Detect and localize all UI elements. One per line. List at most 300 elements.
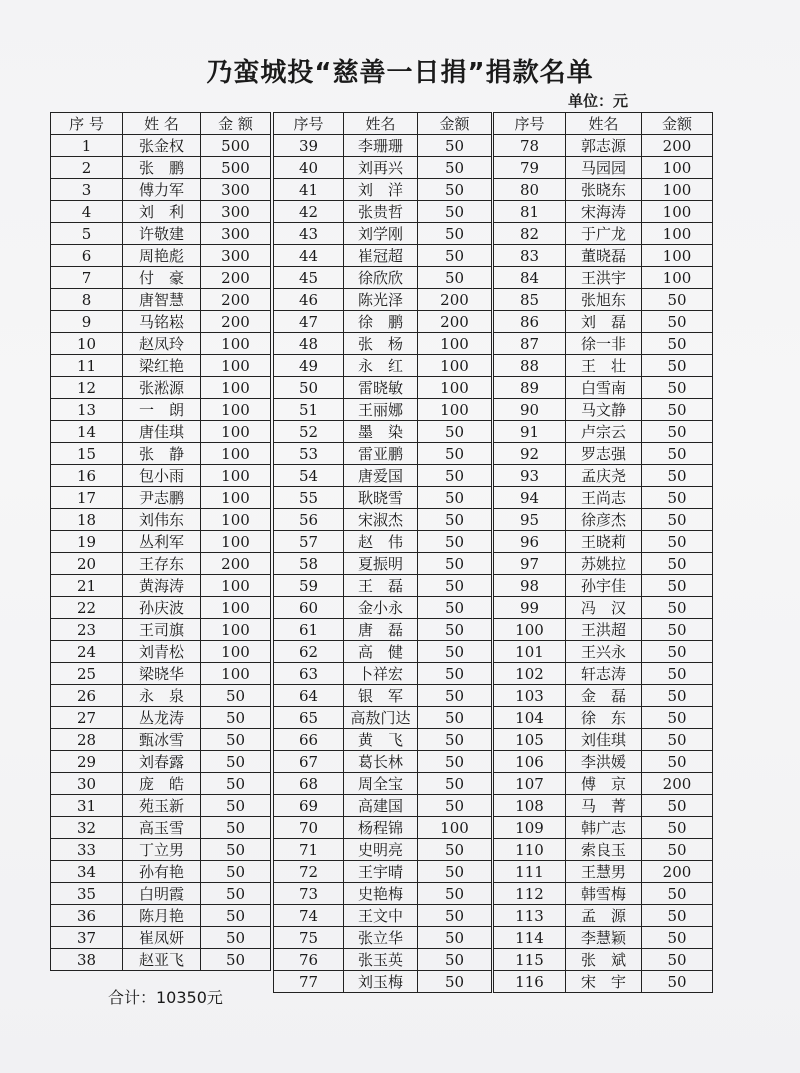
cell-amount: 100 bbox=[201, 333, 271, 355]
cell-index: 31 bbox=[51, 795, 123, 817]
cell-index: 8 bbox=[51, 289, 123, 311]
table-row bbox=[51, 487, 271, 509]
table-row bbox=[51, 619, 271, 641]
cell-name: 史明亮 bbox=[344, 839, 418, 861]
cell-index: 112 bbox=[494, 883, 566, 905]
donation-table-3 bbox=[493, 112, 713, 993]
cell-name: 王司旗 bbox=[123, 619, 201, 641]
cell-index: 110 bbox=[494, 839, 566, 861]
cell-name: 李慧颖 bbox=[566, 927, 642, 949]
table-row bbox=[494, 597, 713, 619]
cell-name: 苑玉新 bbox=[123, 795, 201, 817]
cell-amount: 50 bbox=[418, 575, 492, 597]
cell-amount: 50 bbox=[642, 641, 713, 663]
cell-name: 王兴永 bbox=[566, 641, 642, 663]
donation-table-2 bbox=[273, 112, 492, 993]
cell-amount: 100 bbox=[201, 355, 271, 377]
table-row bbox=[494, 179, 713, 201]
cell-index: 84 bbox=[494, 267, 566, 289]
cell-name: 张金权 bbox=[123, 135, 201, 157]
cell-amount: 50 bbox=[418, 267, 492, 289]
cell-name: 墨 染 bbox=[344, 421, 418, 443]
cell-amount: 50 bbox=[201, 949, 271, 971]
cell-index: 21 bbox=[51, 575, 123, 597]
cell-index: 103 bbox=[494, 685, 566, 707]
table-row bbox=[51, 531, 271, 553]
cell-name: 永 泉 bbox=[123, 685, 201, 707]
table-row bbox=[51, 641, 271, 663]
table-row bbox=[51, 355, 271, 377]
cell-index: 14 bbox=[51, 421, 123, 443]
table-row bbox=[51, 157, 271, 179]
table-row bbox=[51, 509, 271, 531]
cell-amount: 100 bbox=[201, 619, 271, 641]
cell-amount: 50 bbox=[642, 817, 713, 839]
cell-amount: 50 bbox=[642, 751, 713, 773]
cell-amount: 50 bbox=[642, 575, 713, 597]
cell-index: 12 bbox=[51, 377, 123, 399]
cell-index: 108 bbox=[494, 795, 566, 817]
cell-amount: 50 bbox=[418, 465, 492, 487]
cell-index: 58 bbox=[274, 553, 344, 575]
cell-amount: 50 bbox=[201, 883, 271, 905]
table-row bbox=[274, 817, 492, 839]
table-row bbox=[51, 245, 271, 267]
cell-name: 唐智慧 bbox=[123, 289, 201, 311]
table-row bbox=[494, 421, 713, 443]
cell-amount: 50 bbox=[642, 949, 713, 971]
cell-name: 张淞源 bbox=[123, 377, 201, 399]
cell-name: 崔冠超 bbox=[344, 245, 418, 267]
cell-amount: 200 bbox=[201, 311, 271, 333]
cell-index: 60 bbox=[274, 597, 344, 619]
cell-name: 宋 宇 bbox=[566, 971, 642, 993]
cell-name: 一 朗 bbox=[123, 399, 201, 421]
cell-index: 74 bbox=[274, 905, 344, 927]
cell-amount: 50 bbox=[201, 817, 271, 839]
table-row bbox=[274, 223, 492, 245]
cell-amount: 100 bbox=[201, 597, 271, 619]
cell-index: 47 bbox=[274, 311, 344, 333]
cell-amount: 50 bbox=[418, 971, 492, 993]
table-row bbox=[494, 509, 713, 531]
cell-name: 许敬建 bbox=[123, 223, 201, 245]
table-row bbox=[494, 795, 713, 817]
cell-amount: 50 bbox=[642, 729, 713, 751]
cell-name: 刘学刚 bbox=[344, 223, 418, 245]
table-row bbox=[274, 751, 492, 773]
cell-name: 傅 京 bbox=[566, 773, 642, 795]
table-row bbox=[274, 949, 492, 971]
cell-amount: 50 bbox=[418, 553, 492, 575]
cell-amount: 50 bbox=[642, 905, 713, 927]
table-row bbox=[494, 443, 713, 465]
cell-amount: 300 bbox=[201, 201, 271, 223]
cell-amount: 100 bbox=[642, 245, 713, 267]
table-block-3 bbox=[493, 112, 713, 993]
table-row bbox=[51, 597, 271, 619]
cell-index: 36 bbox=[51, 905, 123, 927]
cell-name: 韩广志 bbox=[566, 817, 642, 839]
cell-amount: 50 bbox=[201, 707, 271, 729]
cell-amount: 100 bbox=[642, 179, 713, 201]
table-row bbox=[494, 685, 713, 707]
cell-index: 102 bbox=[494, 663, 566, 685]
cell-index: 26 bbox=[51, 685, 123, 707]
cell-name: 黄海涛 bbox=[123, 575, 201, 597]
cell-name: 马园园 bbox=[566, 157, 642, 179]
cell-amount: 500 bbox=[201, 157, 271, 179]
unit-label: 单位：元 bbox=[568, 92, 629, 110]
cell-amount: 50 bbox=[418, 663, 492, 685]
cell-index: 89 bbox=[494, 377, 566, 399]
cell-amount: 200 bbox=[418, 289, 492, 311]
cell-amount: 50 bbox=[642, 707, 713, 729]
cell-amount: 50 bbox=[642, 377, 713, 399]
cell-amount: 300 bbox=[201, 223, 271, 245]
cell-index: 82 bbox=[494, 223, 566, 245]
table-row bbox=[274, 267, 492, 289]
cell-name: 刘 磊 bbox=[566, 311, 642, 333]
cell-name: 杨程锦 bbox=[344, 817, 418, 839]
cell-index: 69 bbox=[274, 795, 344, 817]
table-row bbox=[494, 861, 713, 883]
cell-index: 56 bbox=[274, 509, 344, 531]
cell-amount: 100 bbox=[201, 421, 271, 443]
cell-name: 王文中 bbox=[344, 905, 418, 927]
table-row bbox=[274, 201, 492, 223]
cell-amount: 50 bbox=[418, 795, 492, 817]
cell-amount: 100 bbox=[642, 223, 713, 245]
cell-index: 93 bbox=[494, 465, 566, 487]
cell-index: 83 bbox=[494, 245, 566, 267]
table-row bbox=[51, 333, 271, 355]
cell-name: 周全宝 bbox=[344, 773, 418, 795]
cell-index: 20 bbox=[51, 553, 123, 575]
cell-index: 104 bbox=[494, 707, 566, 729]
table-row bbox=[494, 399, 713, 421]
table-row bbox=[494, 905, 713, 927]
cell-index: 99 bbox=[494, 597, 566, 619]
cell-name: 马 菁 bbox=[566, 795, 642, 817]
cell-amount: 100 bbox=[418, 817, 492, 839]
table-row bbox=[274, 553, 492, 575]
total-amount: 合计：10350元 bbox=[108, 988, 223, 1007]
cell-amount: 200 bbox=[201, 289, 271, 311]
cell-amount: 50 bbox=[642, 839, 713, 861]
cell-name: 刘佳琪 bbox=[566, 729, 642, 751]
cell-amount: 500 bbox=[201, 135, 271, 157]
cell-amount: 50 bbox=[642, 685, 713, 707]
cell-name: 张晓东 bbox=[566, 179, 642, 201]
cell-name: 梁红艳 bbox=[123, 355, 201, 377]
cell-amount: 50 bbox=[418, 487, 492, 509]
cell-amount: 50 bbox=[201, 927, 271, 949]
table-row bbox=[274, 465, 492, 487]
cell-name: 张 静 bbox=[123, 443, 201, 465]
table-row bbox=[494, 729, 713, 751]
cell-name: 丛龙涛 bbox=[123, 707, 201, 729]
cell-name: 夏振明 bbox=[344, 553, 418, 575]
cell-name: 徐欣欣 bbox=[344, 267, 418, 289]
cell-amount: 50 bbox=[642, 553, 713, 575]
cell-amount: 50 bbox=[642, 531, 713, 553]
cell-amount: 50 bbox=[418, 619, 492, 641]
cell-amount: 100 bbox=[642, 267, 713, 289]
cell-name: 刘再兴 bbox=[344, 157, 418, 179]
cell-index: 106 bbox=[494, 751, 566, 773]
cell-name: 高建国 bbox=[344, 795, 418, 817]
cell-name: 马文静 bbox=[566, 399, 642, 421]
cell-index: 6 bbox=[51, 245, 123, 267]
cell-index: 76 bbox=[274, 949, 344, 971]
donation-table-1 bbox=[50, 112, 271, 971]
cell-index: 15 bbox=[51, 443, 123, 465]
cell-amount: 50 bbox=[642, 509, 713, 531]
cell-index: 33 bbox=[51, 839, 123, 861]
cell-name: 刘 洋 bbox=[344, 179, 418, 201]
cell-name: 李珊珊 bbox=[344, 135, 418, 157]
cell-name: 王洪宇 bbox=[566, 267, 642, 289]
cell-amount: 100 bbox=[642, 157, 713, 179]
table-row bbox=[494, 641, 713, 663]
header-amount: 金 额 bbox=[201, 113, 271, 135]
cell-index: 90 bbox=[494, 399, 566, 421]
cell-name: 孙宇佳 bbox=[566, 575, 642, 597]
cell-index: 13 bbox=[51, 399, 123, 421]
cell-index: 51 bbox=[274, 399, 344, 421]
cell-amount: 50 bbox=[642, 355, 713, 377]
cell-index: 9 bbox=[51, 311, 123, 333]
cell-name: 孙庆波 bbox=[123, 597, 201, 619]
cell-name: 付 豪 bbox=[123, 267, 201, 289]
header-index: 序 号 bbox=[51, 113, 123, 135]
cell-name: 王慧男 bbox=[566, 861, 642, 883]
cell-index: 37 bbox=[51, 927, 123, 949]
cell-name: 于广龙 bbox=[566, 223, 642, 245]
cell-name: 宋淑杰 bbox=[344, 509, 418, 531]
table-row bbox=[274, 927, 492, 949]
cell-index: 46 bbox=[274, 289, 344, 311]
cell-index: 7 bbox=[51, 267, 123, 289]
cell-name: 索良玉 bbox=[566, 839, 642, 861]
table-row bbox=[51, 135, 271, 157]
table-row bbox=[274, 597, 492, 619]
cell-name: 张 斌 bbox=[566, 949, 642, 971]
cell-index: 45 bbox=[274, 267, 344, 289]
table-row bbox=[494, 157, 713, 179]
cell-name: 崔凤妍 bbox=[123, 927, 201, 949]
cell-name: 耿晓雪 bbox=[344, 487, 418, 509]
cell-index: 101 bbox=[494, 641, 566, 663]
header-amount: 金额 bbox=[418, 113, 492, 135]
cell-index: 43 bbox=[274, 223, 344, 245]
cell-index: 70 bbox=[274, 817, 344, 839]
table-row bbox=[51, 751, 271, 773]
table-row bbox=[494, 619, 713, 641]
cell-index: 2 bbox=[51, 157, 123, 179]
cell-name: 徐彦杰 bbox=[566, 509, 642, 531]
cell-index: 85 bbox=[494, 289, 566, 311]
table-row bbox=[494, 575, 713, 597]
table-row bbox=[274, 157, 492, 179]
table-row bbox=[51, 553, 271, 575]
cell-index: 109 bbox=[494, 817, 566, 839]
cell-index: 113 bbox=[494, 905, 566, 927]
table-row bbox=[274, 707, 492, 729]
cell-index: 4 bbox=[51, 201, 123, 223]
table-row bbox=[274, 443, 492, 465]
cell-amount: 100 bbox=[418, 333, 492, 355]
table-row bbox=[494, 839, 713, 861]
cell-index: 40 bbox=[274, 157, 344, 179]
cell-amount: 50 bbox=[418, 597, 492, 619]
table-row bbox=[51, 663, 271, 685]
cell-amount: 200 bbox=[642, 135, 713, 157]
table-row bbox=[274, 839, 492, 861]
table-row bbox=[274, 135, 492, 157]
cell-name: 刘春露 bbox=[123, 751, 201, 773]
cell-name: 孟庆尧 bbox=[566, 465, 642, 487]
cell-amount: 50 bbox=[418, 509, 492, 531]
table-row bbox=[274, 333, 492, 355]
cell-amount: 50 bbox=[642, 883, 713, 905]
table-row bbox=[51, 289, 271, 311]
cell-index: 22 bbox=[51, 597, 123, 619]
cell-index: 81 bbox=[494, 201, 566, 223]
cell-amount: 50 bbox=[201, 861, 271, 883]
table-row bbox=[274, 971, 492, 993]
cell-name: 银 军 bbox=[344, 685, 418, 707]
table-row bbox=[274, 575, 492, 597]
cell-index: 95 bbox=[494, 509, 566, 531]
cell-name: 张 鹏 bbox=[123, 157, 201, 179]
table-row bbox=[274, 355, 492, 377]
cell-index: 48 bbox=[274, 333, 344, 355]
table-row bbox=[274, 311, 492, 333]
cell-index: 87 bbox=[494, 333, 566, 355]
cell-name: 高 健 bbox=[344, 641, 418, 663]
cell-index: 29 bbox=[51, 751, 123, 773]
cell-index: 79 bbox=[494, 157, 566, 179]
cell-name: 王存东 bbox=[123, 553, 201, 575]
cell-name: 卜祥宏 bbox=[344, 663, 418, 685]
cell-name: 孟 源 bbox=[566, 905, 642, 927]
table-row bbox=[274, 773, 492, 795]
cell-index: 17 bbox=[51, 487, 123, 509]
cell-index: 80 bbox=[494, 179, 566, 201]
cell-index: 57 bbox=[274, 531, 344, 553]
cell-amount: 50 bbox=[418, 179, 492, 201]
cell-amount: 300 bbox=[201, 245, 271, 267]
cell-amount: 50 bbox=[642, 333, 713, 355]
cell-index: 73 bbox=[274, 883, 344, 905]
cell-index: 116 bbox=[494, 971, 566, 993]
cell-index: 3 bbox=[51, 179, 123, 201]
cell-index: 68 bbox=[274, 773, 344, 795]
table-row bbox=[494, 883, 713, 905]
cell-amount: 50 bbox=[418, 245, 492, 267]
cell-index: 92 bbox=[494, 443, 566, 465]
page-title: 乃蛮城投“慈善一日捐”捐款名单 bbox=[206, 58, 594, 88]
cell-amount: 50 bbox=[418, 707, 492, 729]
cell-index: 18 bbox=[51, 509, 123, 531]
cell-name: 张 杨 bbox=[344, 333, 418, 355]
cell-name: 轩志涛 bbox=[566, 663, 642, 685]
cell-name: 包小雨 bbox=[123, 465, 201, 487]
table-row bbox=[51, 861, 271, 883]
table-row bbox=[51, 399, 271, 421]
cell-index: 61 bbox=[274, 619, 344, 641]
cell-amount: 50 bbox=[642, 443, 713, 465]
cell-index: 54 bbox=[274, 465, 344, 487]
cell-index: 96 bbox=[494, 531, 566, 553]
cell-index: 114 bbox=[494, 927, 566, 949]
cell-index: 59 bbox=[274, 575, 344, 597]
table-row bbox=[494, 377, 713, 399]
cell-index: 67 bbox=[274, 751, 344, 773]
cell-index: 52 bbox=[274, 421, 344, 443]
cell-amount: 50 bbox=[418, 839, 492, 861]
table-row bbox=[51, 927, 271, 949]
table-row bbox=[51, 201, 271, 223]
table-row bbox=[494, 927, 713, 949]
table-row bbox=[494, 971, 713, 993]
cell-index: 19 bbox=[51, 531, 123, 553]
cell-index: 97 bbox=[494, 553, 566, 575]
cell-amount: 50 bbox=[418, 949, 492, 971]
table-row bbox=[274, 289, 492, 311]
table-row bbox=[274, 377, 492, 399]
cell-amount: 200 bbox=[201, 553, 271, 575]
cell-amount: 100 bbox=[201, 377, 271, 399]
cell-amount: 50 bbox=[418, 135, 492, 157]
table-row bbox=[494, 135, 713, 157]
cell-name: 王 壮 bbox=[566, 355, 642, 377]
cell-amount: 200 bbox=[201, 267, 271, 289]
cell-amount: 50 bbox=[418, 927, 492, 949]
table-row bbox=[51, 949, 271, 971]
cell-index: 75 bbox=[274, 927, 344, 949]
cell-index: 50 bbox=[274, 377, 344, 399]
cell-amount: 50 bbox=[642, 399, 713, 421]
cell-amount: 100 bbox=[201, 641, 271, 663]
cell-name: 王宇晴 bbox=[344, 861, 418, 883]
cell-index: 49 bbox=[274, 355, 344, 377]
cell-name: 梁晓华 bbox=[123, 663, 201, 685]
table-row bbox=[274, 421, 492, 443]
table-row bbox=[274, 905, 492, 927]
cell-name: 刘伟东 bbox=[123, 509, 201, 531]
cell-amount: 50 bbox=[642, 597, 713, 619]
cell-amount: 100 bbox=[201, 531, 271, 553]
table-row bbox=[494, 553, 713, 575]
cell-name: 雷亚鹏 bbox=[344, 443, 418, 465]
cell-name: 甄冰雪 bbox=[123, 729, 201, 751]
cell-amount: 100 bbox=[642, 201, 713, 223]
cell-name: 周艳彪 bbox=[123, 245, 201, 267]
cell-name: 徐 东 bbox=[566, 707, 642, 729]
table-row bbox=[494, 465, 713, 487]
cell-amount: 50 bbox=[201, 751, 271, 773]
table-row bbox=[494, 201, 713, 223]
cell-name: 徐 鹏 bbox=[344, 311, 418, 333]
cell-name: 丁立男 bbox=[123, 839, 201, 861]
table-row bbox=[51, 707, 271, 729]
cell-index: 115 bbox=[494, 949, 566, 971]
cell-index: 63 bbox=[274, 663, 344, 685]
cell-amount: 100 bbox=[418, 399, 492, 421]
